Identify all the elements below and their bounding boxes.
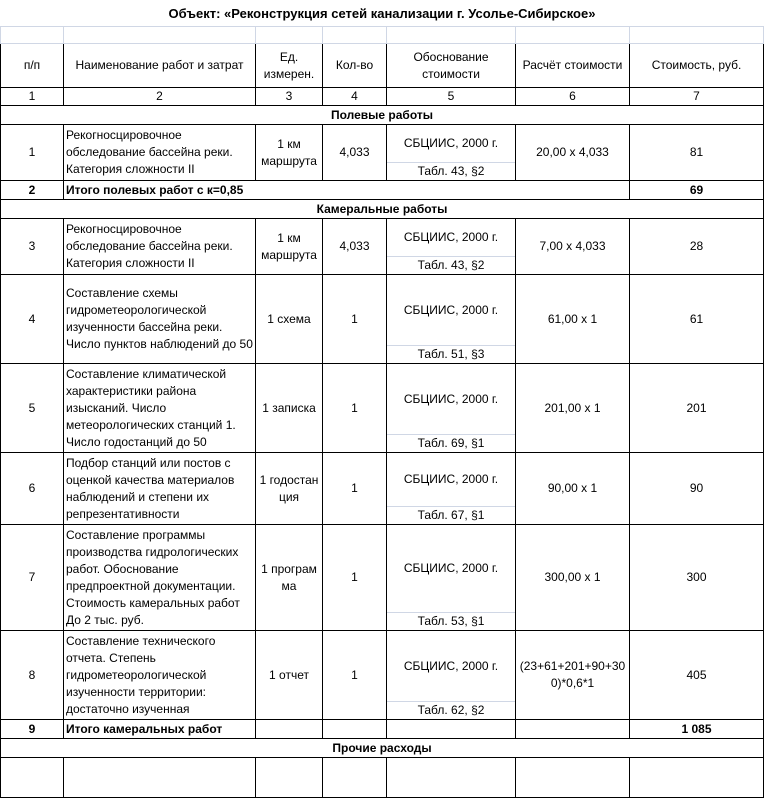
table-row — [1, 453, 764, 525]
table-row — [1, 525, 764, 631]
basis-source: СБЦИИС, 2000 г. — [387, 125, 515, 163]
empty-cell[interactable] — [1, 758, 64, 798]
empty-cell[interactable] — [630, 758, 764, 798]
row-number[interactable]: 2 — [1, 181, 64, 200]
header-cell-basis[interactable]: Обоснование стоимости — [387, 44, 516, 88]
total-label-field[interactable]: Итого полевых работ с к=0,85 — [64, 181, 630, 200]
basis-cell[interactable] — [387, 453, 516, 525]
unit-cell[interactable]: 1 км маршрута — [256, 125, 323, 181]
work-name[interactable]: Составление технического отчета. Степень гидрометеорологической изученности территории: достаточно изученная — [64, 631, 256, 720]
qty-cell[interactable]: 1 — [323, 275, 387, 364]
column-number-cell[interactable]: 5 — [387, 88, 516, 106]
basis-source: СБЦИИС, 2000 г. — [387, 525, 515, 613]
section-title-other[interactable]: Прочие расходы — [1, 739, 764, 758]
column-number-cell[interactable]: 3 — [256, 88, 323, 106]
qty-cell[interactable]: 4,033 — [323, 219, 387, 275]
total-label-office[interactable]: Итого камеральных работ — [64, 720, 256, 739]
calc-cell[interactable]: 300,00 x 1 — [516, 525, 630, 631]
header-cell-num[interactable]: п/п — [1, 44, 64, 88]
cost-cell[interactable]: 81 — [630, 125, 764, 181]
basis-cell[interactable] — [387, 525, 516, 631]
empty-cell[interactable] — [387, 758, 516, 798]
document-title: Объект: «Реконструкция сетей канализации г. Усолье-Сибирское» — [168, 6, 596, 21]
total-cost-office[interactable]: 1 085 — [630, 720, 764, 739]
header-cell-qty[interactable]: Кол-во — [323, 44, 387, 88]
table-row — [1, 275, 764, 364]
calc-cell[interactable]: 201,00 x 1 — [516, 364, 630, 453]
table-row — [1, 219, 764, 275]
cost-cell[interactable]: 405 — [630, 631, 764, 720]
basis-source: СБЦИИС, 2000 г. — [387, 219, 515, 257]
basis-ref: Табл. 51, §3 — [417, 347, 485, 361]
empty-cell[interactable] — [516, 720, 630, 739]
basis-source: СБЦИИС, 2000 г. — [387, 631, 515, 702]
unit-cell[interactable]: 1 годостанция — [256, 453, 323, 525]
work-name[interactable]: Составление программы производства гидрологических работ. Обоснование предпроектной документации. Стоимость камеральных работ До 2 тыс. руб. — [64, 525, 256, 631]
column-number-cell[interactable]: 7 — [630, 88, 764, 106]
qty-cell[interactable]: 1 — [323, 364, 387, 453]
basis-ref: Табл. 69, §1 — [417, 436, 485, 450]
section-title-field[interactable]: Полевые работы — [1, 106, 764, 125]
basis-ref: Табл. 43, §2 — [417, 258, 485, 272]
cost-cell[interactable]: 90 — [630, 453, 764, 525]
basis-source: СБЦИИС, 2000 г. — [387, 275, 515, 346]
qty-cell[interactable]: 4,033 — [323, 125, 387, 181]
cost-cell[interactable]: 28 — [630, 219, 764, 275]
basis-cell[interactable] — [387, 219, 516, 275]
calc-cell[interactable]: 90,00 x 1 — [516, 453, 630, 525]
empty-cell[interactable] — [256, 758, 323, 798]
header-cell-cost[interactable]: Стоимость, руб. — [630, 44, 764, 88]
work-name[interactable]: Составление климатической характеристики района изысканий. Число метеорологических станций 1. Число годостанций до 50 — [64, 364, 256, 453]
total-cost-field[interactable]: 69 — [630, 181, 764, 200]
unit-cell[interactable]: 1 отчет — [256, 631, 323, 720]
empty-cell[interactable] — [516, 758, 630, 798]
unit-cell[interactable]: 1 записка — [256, 364, 323, 453]
basis-cell[interactable] — [387, 125, 516, 181]
work-name[interactable]: Подбор станций или постов с оценкой качества материалов наблюдений и степени их репрезентативности — [64, 453, 256, 525]
table-row — [1, 125, 764, 181]
row-number[interactable]: 9 — [1, 720, 64, 739]
qty-cell[interactable]: 1 — [323, 525, 387, 631]
calc-cell[interactable]: 20,00 x 4,033 — [516, 125, 630, 181]
section-row-other — [1, 739, 764, 758]
header-cell-unit[interactable]: Ед. измерен. — [256, 44, 323, 88]
row-number[interactable]: 7 — [1, 525, 64, 631]
spacer-row — [1, 27, 764, 44]
table-row — [1, 364, 764, 453]
empty-cell[interactable] — [323, 758, 387, 798]
table-row — [1, 631, 764, 720]
empty-cell[interactable] — [256, 720, 323, 739]
cost-cell[interactable]: 61 — [630, 275, 764, 364]
row-number[interactable]: 5 — [1, 364, 64, 453]
empty-cell[interactable] — [387, 720, 516, 739]
calc-cell[interactable]: (23+61+201+90+300)*0,6*1 — [516, 631, 630, 720]
row-number[interactable]: 4 — [1, 275, 64, 364]
work-name[interactable]: Рекогносцировочное обследование бассейна реки. Категория сложности II — [64, 125, 256, 181]
cost-cell[interactable]: 201 — [630, 364, 764, 453]
column-number-row — [1, 88, 764, 106]
empty-cell[interactable] — [64, 758, 256, 798]
empty-cell[interactable] — [323, 720, 387, 739]
row-number[interactable]: 6 — [1, 453, 64, 525]
estimate-table — [0, 26, 764, 798]
work-name[interactable]: Составление схемы гидрометеорологической изученности бассейна реки. Число пунктов наблюдений до 50 — [64, 275, 256, 364]
unit-cell[interactable]: 1 схема — [256, 275, 323, 364]
row-number[interactable]: 3 — [1, 219, 64, 275]
header-row — [1, 44, 764, 88]
qty-cell[interactable]: 1 — [323, 453, 387, 525]
calc-cell[interactable]: 61,00 x 1 — [516, 275, 630, 364]
basis-ref: Табл. 62, §2 — [417, 703, 485, 717]
work-name[interactable]: Рекогносцировочное обследование бассейна реки. Категория сложности II — [64, 219, 256, 275]
basis-ref: Табл. 67, §1 — [417, 508, 485, 522]
row-number[interactable]: 8 — [1, 631, 64, 720]
basis-source: СБЦИИС, 2000 г. — [387, 364, 515, 435]
row-number[interactable]: 1 — [1, 125, 64, 181]
section-row-office — [1, 200, 764, 219]
column-number-cell[interactable]: 2 — [64, 88, 256, 106]
basis-ref: Табл. 43, §2 — [417, 164, 485, 178]
basis-source: СБЦИИС, 2000 г. — [387, 453, 515, 507]
table-row — [1, 758, 764, 798]
basis-cell[interactable] — [387, 631, 516, 720]
unit-cell[interactable]: 1 программа — [256, 525, 323, 631]
section-title-office[interactable]: Камеральные работы — [1, 200, 764, 219]
total-row-office — [1, 720, 764, 739]
basis-cell[interactable] — [387, 364, 516, 453]
cost-cell[interactable]: 300 — [630, 525, 764, 631]
header-cell-name[interactable]: Наименование работ и затрат — [64, 44, 256, 88]
header-cell-calc[interactable]: Расчёт стоимости — [516, 44, 630, 88]
qty-cell[interactable]: 1 — [323, 631, 387, 720]
basis-cell[interactable] — [387, 275, 516, 364]
column-number-cell[interactable]: 1 — [1, 88, 64, 106]
calc-cell[interactable]: 7,00 x 4,033 — [516, 219, 630, 275]
column-number-cell[interactable]: 4 — [323, 88, 387, 106]
basis-ref: Табл. 53, §1 — [417, 614, 485, 628]
section-row-field — [1, 106, 764, 125]
column-number-cell[interactable]: 6 — [516, 88, 630, 106]
unit-cell[interactable]: 1 км маршрута — [256, 219, 323, 275]
total-row-field — [1, 181, 764, 200]
